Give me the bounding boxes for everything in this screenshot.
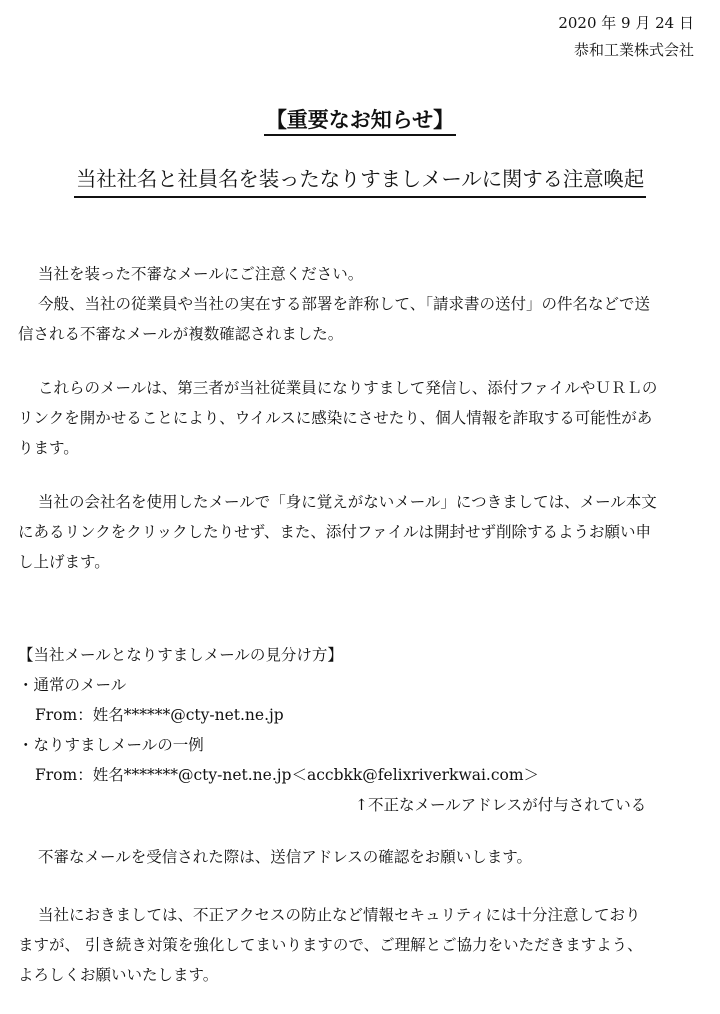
paragraph-line: ますが、 引き続き対策を強化してまいりますので、ご理解とご協力をいただきますよう、 bbox=[18, 936, 643, 954]
paragraph-closing bbox=[18, 900, 708, 990]
paragraph-line: よろしくお願いいたします。 bbox=[18, 966, 219, 984]
document-header bbox=[558, 10, 694, 64]
identification-heading: 【当社メールとなりすましメールの見分け方】 bbox=[18, 646, 343, 664]
paragraph-line: 当社を装った不審なメールにご注意ください。 bbox=[38, 265, 364, 283]
page-title-text: 当社社名と社員名を装ったなりすましメールに関する注意喚起 bbox=[74, 167, 646, 198]
paragraph-line: ります。 bbox=[18, 439, 79, 457]
identification-section bbox=[18, 640, 708, 820]
paragraph-risk bbox=[18, 373, 708, 463]
spoof-mail-label: ・なりすましメールの一例 bbox=[18, 736, 204, 754]
issue-date: 2020 年 9 月 24 日 bbox=[558, 14, 694, 32]
normal-mail-from: From：姓名******@cty-net.ne.jp bbox=[35, 706, 284, 724]
notice-label-text: 【重要なお知らせ】 bbox=[264, 107, 456, 136]
paragraph-request bbox=[18, 487, 708, 577]
paragraph-warning bbox=[18, 259, 708, 349]
spoof-address-note: ↑不正なメールアドレスが付与されている bbox=[355, 796, 647, 814]
paragraph-line: リンクを開かせることにより、ウイルスに感染にさせたり、個人情報を詐取する可能性があ bbox=[18, 409, 653, 427]
paragraph-line: にあるリンクをクリックしたりせず、また、添付ファイルは開封せず削除するようお願い申 bbox=[18, 523, 652, 541]
company-name: 恭和工業株式会社 bbox=[573, 41, 694, 59]
paragraph-line: 今般、当社の従業員や当社の実在する部署を詐称して、「請求書の送付」の件名などで送 bbox=[38, 295, 650, 313]
spoof-mail-from: From：姓名*******@cty-net.ne.jp＜accbkk@felixriverkwai.com＞ bbox=[35, 766, 540, 784]
paragraph-line: 不審なメールを受信された際は、送信アドレスの確認をお願いします。 bbox=[38, 848, 532, 866]
paragraph-line: これらのメールは、第三者が当社従業員になりすまして発信し、添付ファイルやＵＲＬの bbox=[38, 379, 658, 397]
paragraph-line: 信される不審なメールが複数確認されました。 bbox=[18, 325, 344, 343]
page-title bbox=[0, 162, 720, 192]
paragraph-line: 当社の会社名を使用したメールで「身に覚えがないメール」につきましては、メール本文 bbox=[38, 493, 657, 511]
paragraph-line: し上げます。 bbox=[18, 553, 110, 571]
normal-mail-label: ・通常のメール bbox=[18, 676, 127, 694]
paragraph-check-address bbox=[18, 842, 708, 872]
paragraph-line: 当社におきましては、不正アクセスの防止など情報セキュリティには十分注意しており bbox=[38, 906, 641, 924]
notice-label bbox=[0, 104, 720, 134]
